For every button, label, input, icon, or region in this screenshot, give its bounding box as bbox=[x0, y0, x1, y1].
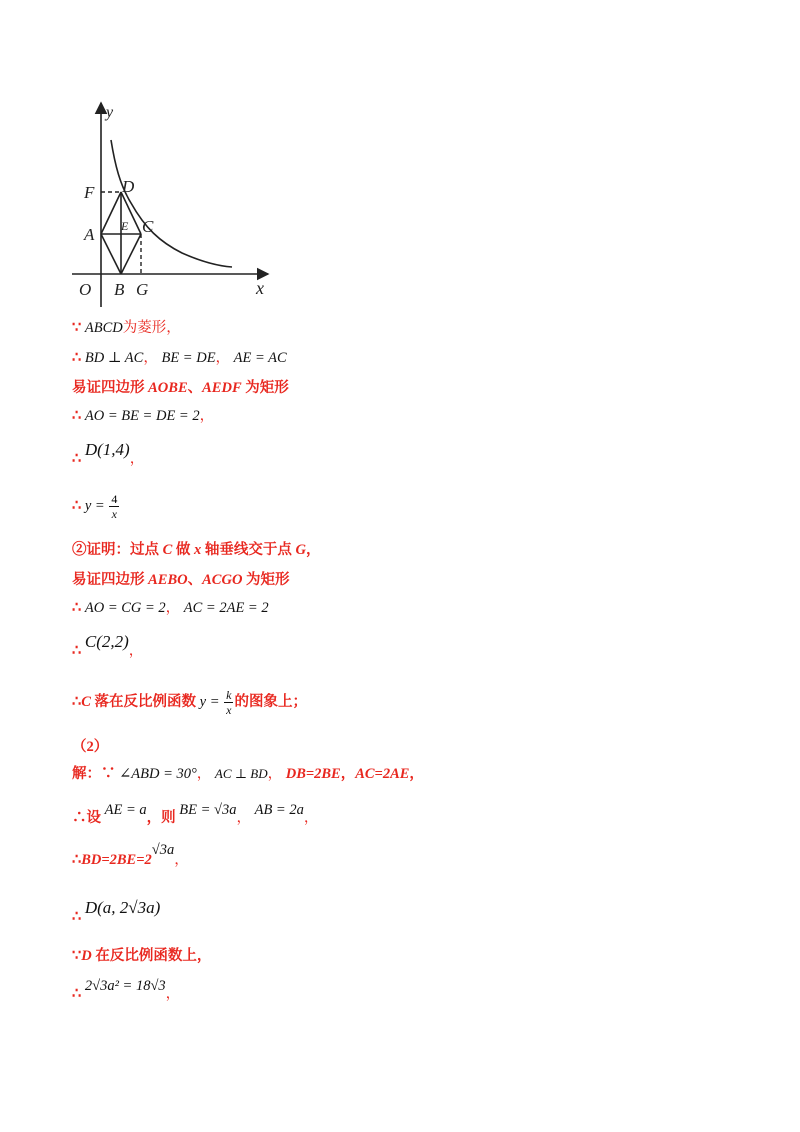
text: ，则 bbox=[146, 810, 176, 826]
text: 为矩形 bbox=[242, 572, 290, 588]
numerator: k bbox=[226, 688, 232, 702]
therefore-symbol: ∴ bbox=[72, 497, 82, 514]
separator: ， bbox=[236, 810, 251, 826]
line-5 bbox=[72, 440, 145, 467]
denominator: x bbox=[111, 507, 117, 521]
math-abcd: ABCD bbox=[84, 320, 123, 336]
text-italic: G bbox=[295, 542, 307, 558]
therefore-symbol: ∴ bbox=[72, 810, 87, 826]
math: BD ⊥ AC bbox=[84, 350, 144, 366]
line-7 bbox=[72, 540, 321, 560]
separator: ， bbox=[165, 986, 181, 1002]
text: 落在反比例函数 bbox=[90, 693, 197, 710]
therefore-symbol: ∴ bbox=[72, 693, 82, 710]
fraction bbox=[109, 492, 119, 521]
text-italic: x bbox=[194, 542, 202, 558]
line-18 bbox=[72, 976, 181, 1002]
line-6 bbox=[72, 492, 120, 521]
label-F: F bbox=[84, 183, 95, 202]
separator: ， bbox=[215, 350, 231, 366]
text: 做 bbox=[172, 542, 195, 558]
separator: ， bbox=[199, 408, 215, 424]
separator: ， bbox=[143, 350, 158, 366]
math: AO = BE = DE = 2 bbox=[84, 408, 200, 424]
separator: ， bbox=[340, 766, 356, 782]
math: AC = 2AE = 2 bbox=[183, 600, 269, 616]
separator: ， bbox=[128, 643, 144, 659]
label-G: G bbox=[136, 280, 149, 299]
line-2 bbox=[72, 348, 287, 368]
hyperbola-curve bbox=[111, 140, 232, 267]
math: ∠ABD = 30° bbox=[119, 766, 197, 782]
because-symbol: ∵ bbox=[72, 948, 82, 964]
denominator: x bbox=[226, 703, 232, 717]
text: ②证明：过点 bbox=[72, 542, 163, 558]
text: ， bbox=[306, 542, 321, 558]
text: 易证四边形 bbox=[72, 572, 149, 588]
line-1 bbox=[72, 318, 181, 338]
label-E: E bbox=[121, 219, 129, 233]
text: 为矩形 bbox=[241, 380, 289, 396]
text-italic: AC=2AE bbox=[355, 766, 410, 782]
label-C: C bbox=[142, 217, 154, 236]
label-O: O bbox=[79, 280, 92, 299]
math: BE = DE bbox=[161, 350, 216, 366]
math-point-c: C(2,2) bbox=[84, 632, 129, 651]
line-8 bbox=[72, 570, 290, 590]
line-11 bbox=[72, 688, 307, 717]
math-point-d: D(1,4) bbox=[84, 440, 130, 459]
text: 解： bbox=[72, 766, 101, 782]
text-italic: BD=2BE=2 bbox=[81, 852, 152, 868]
text: 在反比例函数上， bbox=[91, 948, 212, 964]
separator: 、 bbox=[187, 380, 203, 396]
separator: 、 bbox=[187, 572, 203, 588]
text-italic: C bbox=[162, 542, 173, 558]
line-17 bbox=[72, 946, 211, 966]
fraction bbox=[224, 688, 233, 717]
math: BE = √3a bbox=[179, 802, 237, 818]
part-label: （2） bbox=[72, 739, 109, 755]
therefore-symbol: ∴ bbox=[72, 408, 82, 424]
text: 易证四边形 bbox=[72, 380, 149, 396]
math: y = bbox=[84, 497, 105, 514]
label-B: B bbox=[114, 280, 125, 299]
text-italic: AEBO bbox=[148, 572, 188, 588]
therefore-symbol: ∴ bbox=[72, 986, 82, 1002]
separator: ， bbox=[409, 766, 424, 782]
line-4 bbox=[72, 406, 214, 426]
math: AE = a bbox=[104, 802, 147, 818]
text: 为菱形， bbox=[122, 320, 181, 336]
text-italic: D bbox=[81, 948, 92, 964]
segment-AD bbox=[101, 192, 121, 234]
label-x: x bbox=[256, 278, 264, 298]
text: 设 bbox=[86, 810, 101, 826]
math: AC ⊥ BD bbox=[214, 766, 268, 781]
separator: ， bbox=[303, 810, 319, 826]
therefore-symbol: ∴ bbox=[72, 643, 82, 659]
separator: ， bbox=[174, 852, 189, 868]
line-9 bbox=[72, 598, 269, 618]
coordinate-figure bbox=[60, 95, 290, 310]
therefore-symbol: ∴ bbox=[72, 852, 82, 868]
segment-BA bbox=[101, 234, 121, 274]
text: 轴垂线交于点 bbox=[201, 542, 296, 558]
math: AB = 2a bbox=[254, 802, 304, 818]
because-symbol: ∵ bbox=[101, 766, 116, 782]
label-A: A bbox=[84, 225, 95, 244]
math: AE = AC bbox=[233, 350, 287, 366]
text-italic: ACGO bbox=[202, 572, 243, 588]
therefore-symbol: ∴ bbox=[72, 909, 82, 925]
line-16 bbox=[72, 898, 161, 925]
separator: ， bbox=[196, 766, 212, 782]
separator: ， bbox=[165, 600, 181, 616]
label-y: y bbox=[106, 104, 114, 121]
line-14 bbox=[72, 800, 319, 826]
math-point-d: D(a, 2√3a) bbox=[84, 898, 161, 917]
text-italic: DB=2BE bbox=[285, 766, 341, 782]
math: y = bbox=[199, 693, 220, 710]
text: 的图象上； bbox=[234, 693, 307, 710]
label-D: D bbox=[122, 177, 135, 196]
line-3 bbox=[72, 378, 289, 398]
math: AO = CG = 2 bbox=[84, 600, 166, 616]
math: √3a bbox=[151, 842, 175, 858]
text-italic: AOBE bbox=[148, 380, 188, 396]
line-15 bbox=[72, 842, 189, 870]
math: 2√3a² = 18√3 bbox=[84, 978, 166, 994]
text-italic: AEDF bbox=[202, 380, 242, 396]
separator: ， bbox=[129, 451, 145, 467]
text-italic: C bbox=[81, 693, 91, 710]
segment-CB bbox=[121, 234, 141, 274]
separator: ， bbox=[267, 766, 283, 782]
therefore-symbol: ∴ bbox=[72, 600, 82, 616]
line-12 bbox=[72, 737, 108, 757]
therefore-symbol: ∴ bbox=[72, 350, 82, 366]
numerator: 4 bbox=[111, 492, 118, 506]
line-13 bbox=[72, 764, 424, 784]
because-symbol: ∵ bbox=[72, 320, 82, 336]
line-10 bbox=[72, 632, 144, 659]
therefore-symbol: ∴ bbox=[72, 451, 82, 467]
